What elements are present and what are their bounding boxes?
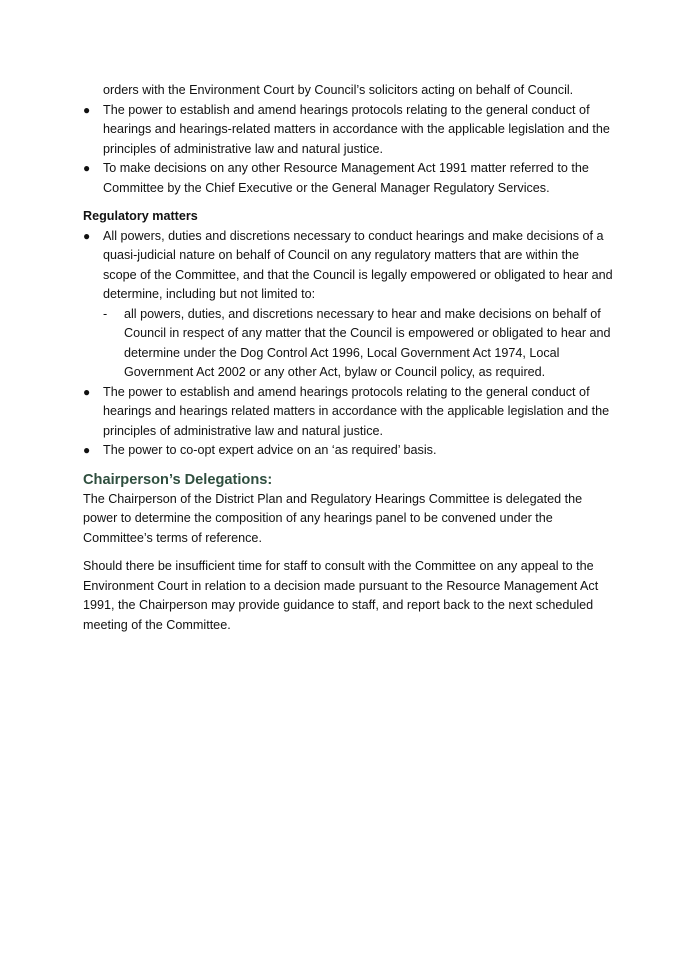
bullet-icon: ● xyxy=(83,228,91,243)
list-item xyxy=(83,441,613,461)
list-item-text: The power to co-opt expert advice on an ‘as required’ basis. xyxy=(103,443,437,457)
section-title: Chairperson’s Delegations: xyxy=(83,471,273,488)
list-item xyxy=(83,159,613,198)
continued-text: orders with the Environment Court by Council’s solicitors acting on behalf of Council. xyxy=(103,83,574,97)
bullet-icon: ● xyxy=(83,102,91,117)
bullet-icon: ● xyxy=(83,384,91,399)
list-item xyxy=(83,101,613,160)
list-item-text: The power to establish and amend hearings protocols relating to the general conduct of hearings and hearings related matters in accordance with the applicable legislation and the principles of administrative law and natural justice. xyxy=(103,384,610,438)
sub-list-item-text: all powers, duties, and discretions necessary to hear and make decisions on behalf of Council in respect of any matter that the Council is empowered or obligated to hear and determine under the Dog Control Act 1996, Local Government Act 1974, Local Government Act 2002 or any other Act, bylaw or Council policy, as required. xyxy=(124,306,611,379)
top-bullet-list xyxy=(83,101,613,199)
regulatory-heading: Regulatory matters xyxy=(83,209,198,223)
dash-icon: - xyxy=(103,306,108,321)
list-item-text: All powers, duties and discretions necessary to conduct hearings and make decisions of a quasi-judicial nature on behalf of Council on any regulatory matters that are within the scope of the Committee, and that the Council is legally empowered or obligated to hear and determine, including but not limited to: xyxy=(103,228,613,301)
list-item-text: To make decisions on any other Resource Management Act 1991 matter referred to the Committee by the Chief Executive or the General Manager Regulatory Services. xyxy=(103,161,589,195)
list-item xyxy=(83,227,613,383)
list-item xyxy=(83,383,613,442)
bullet-icon: ● xyxy=(83,161,91,175)
paragraph: Should there be insufficient time for staff to consult with the Committee on any appeal to the Environment Court in relation to a decision made pursuant to the Resource Management Act 1991, the Chairperson may provide guidance to staff, and report back to the next scheduled meeting of the Committee. xyxy=(83,559,599,632)
list-item-text: The power to establish and amend hearings protocols relating to the general conduct of hearings and hearings-related matters in accordance with the applicable legislation and the principles of administrative law and natural justice. xyxy=(103,102,610,156)
regulatory-bullet-list xyxy=(83,227,613,461)
document-content xyxy=(83,81,613,635)
bullet-icon: ● xyxy=(83,443,91,457)
paragraph: The Chairperson of the District Plan and Regulatory Hearings Committee is delegated the power to determine the composition of any hearings panel to be convened under the Committee’s terms of reference. xyxy=(83,491,583,545)
sub-list xyxy=(103,305,613,383)
sub-list-item xyxy=(83,305,613,383)
